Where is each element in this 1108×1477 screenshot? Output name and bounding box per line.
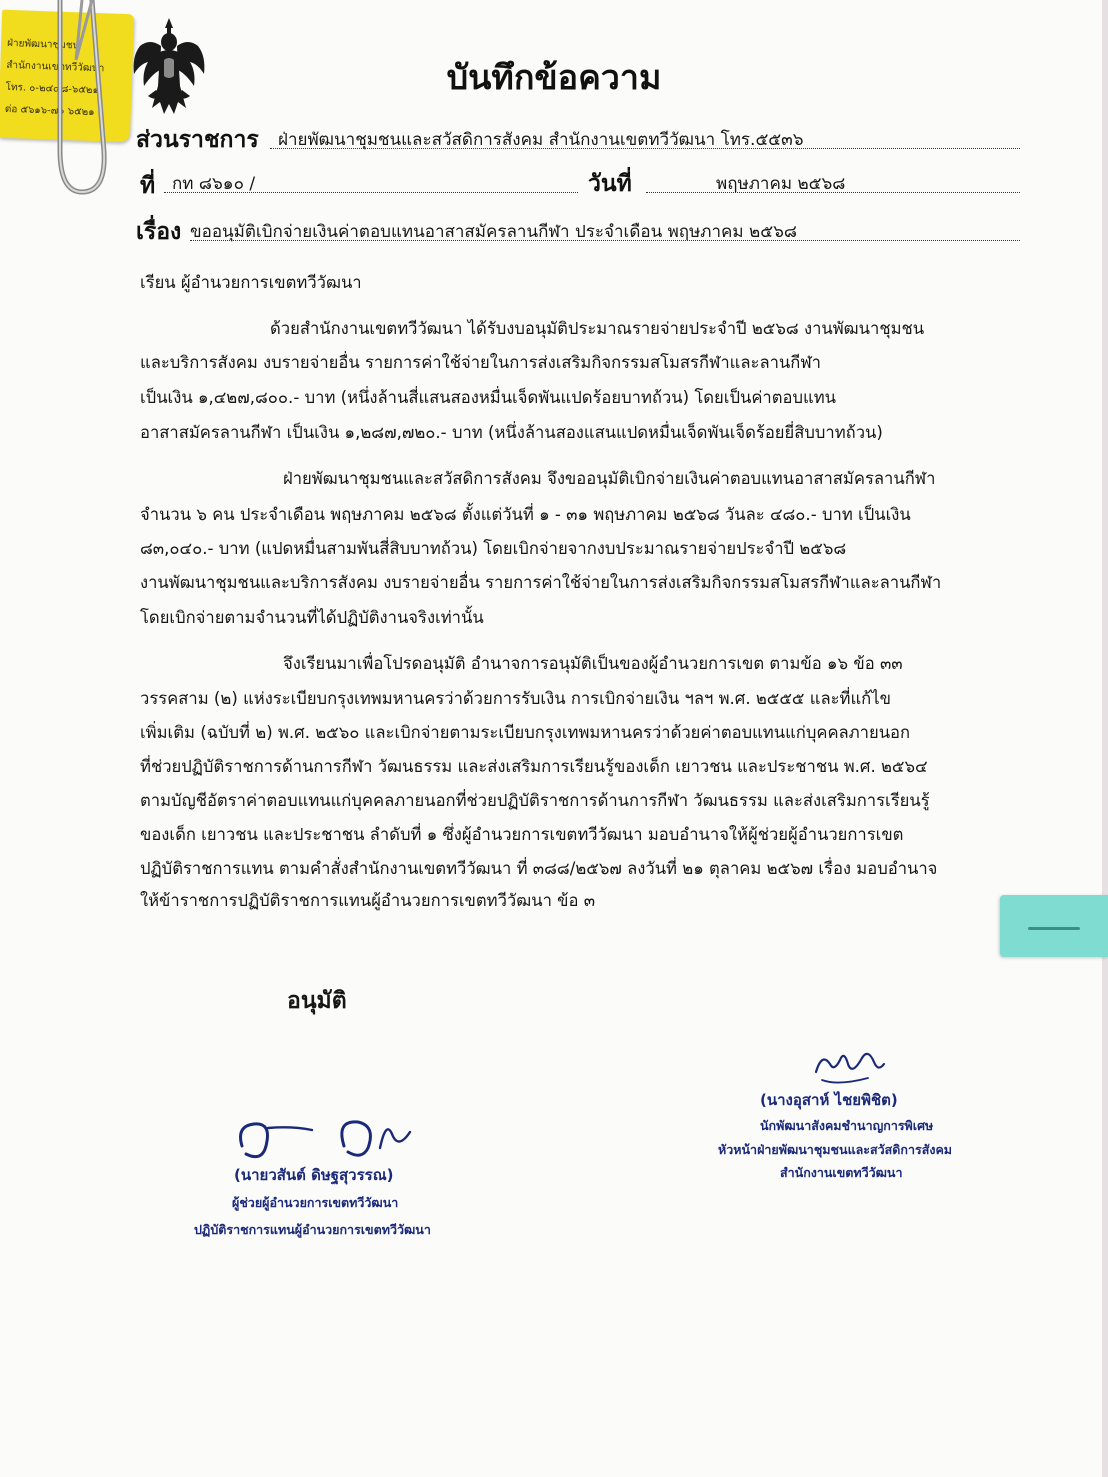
body-line: ของเด็ก เยาวชน และประชาชน ลำดับที่ ๑ ซึ่งผู้อำนวยการเขตทวีวัฒนา มอบอำนาจให้ผู้ช่วยผู้อำนวยการเขต <box>140 825 904 844</box>
body-line: โดยเบิกจ่ายตามจำนวนที่ได้ปฏิบัติงานจริงเท่านั้น <box>140 608 484 627</box>
reference-value: กท ๘๖๑๐ / <box>172 174 256 194</box>
signature-left-icon <box>232 1106 432 1170</box>
body-line: ที่ช่วยปฏิบัติราชการด้านการกีฬา วัฒนธรรม และส่งเสริมการเรียนรู้ของเด็ก เยาวชน และประชาชน พ.ศ. ๒๕๖๔ <box>140 757 928 776</box>
sticky-note-line: โทร. ๐-๒๔๔๘-๖๕๒๑ <box>5 81 100 97</box>
signer-right-position: นักพัฒนาสังคมชำนาญการพิเศษ <box>760 1118 934 1133</box>
document-title: บันทึกข้อความ <box>446 58 662 98</box>
page-edge <box>1102 0 1108 1477</box>
signature-right-icon <box>808 1042 888 1092</box>
body-line: เพิ่มเติม (ฉบับที่ ๒) พ.ศ. ๒๕๖๐ และเบิกจ่ายตามระเบียบกรุงเทพมหานครว่าด้วยค่าตอบแทนแก่บุคคลภายนอก <box>140 723 911 742</box>
body-line: งานพัฒนาชุมชนและบริการสังคม งบรายจ่ายอื่น รายการค่าใช้จ่ายในการส่งเสริมกิจกรรมสโมสรกีฬาและลานกีฬา <box>140 573 942 592</box>
approval-label: อนุมัติ <box>287 988 347 1014</box>
subject-label: เรื่อง <box>136 219 182 245</box>
subject-value: ขออนุมัติเบิกจ่ายเงินค่าตอบแทนอาสาสมัครลานกีฬา ประจำเดือน พฤษภาคม ๒๕๖๘ <box>190 222 798 242</box>
body-line: ด้วยสำนักงานเขตทวีวัฒนา ได้รับงบอนุมัติประมาณรายจ่ายประจำปี ๒๕๖๘ งานพัฒนาชุมชน <box>270 319 925 338</box>
salutation: เรียน ผู้อำนวยการเขตทวีวัฒนา <box>140 273 362 292</box>
body-line: ตามบัญชีอัตราค่าตอบแทนแก่บุคคลภายนอกที่ช่วยปฏิบัติราชการด้านการกีฬา วัฒนธรรม และส่งเสริมการเรียนรู้ <box>140 791 930 810</box>
signer-right-position: หัวหน้าฝ่ายพัฒนาชุมชนและสวัสดิการสังคม <box>718 1142 953 1157</box>
sticky-note-line: ฝ่ายพัฒนาชุมชน <box>6 37 80 52</box>
body-line: จึงเรียนมาเพื่อโปรดอนุมัติ อำนาจการอนุมัติเป็นของผู้อำนวยการเขต ตามข้อ ๑๖ ข้อ ๓๓ <box>283 654 903 673</box>
date-value: พฤษภาคม ๒๕๖๘ <box>716 174 846 194</box>
body-line: ให้ข้าราชการปฏิบัติราชการแทนผู้อำนวยการเขตทวีวัฒนา ข้อ ๓ <box>140 891 596 910</box>
date-label: วันที่ <box>588 171 632 197</box>
body-line: วรรคสาม (๒) แห่งระเบียบกรุงเทพมหานครว่าด้วยการรับเงิน การเบิกจ่ายเงิน ฯลฯ พ.ศ. ๒๕๕๕ และที่แก้ไข <box>140 689 891 708</box>
department-label: ส่วนราชการ <box>136 127 259 153</box>
sticky-note-line: ต่อ ๕๖๑๖-๗๑ ๖๕๒๑ <box>4 103 95 119</box>
reference-label: ที่ <box>140 173 156 199</box>
body-line: และบริการสังคม งบรายจ่ายอื่น รายการค่าใช้จ่ายในการส่งเสริมกิจกรรมสโมสรกีฬาและลานกีฬา <box>140 353 821 372</box>
signer-left-position: ปฏิบัติราชการแทนผู้อำนวยการเขตทวีวัฒนา <box>194 1222 431 1237</box>
paper-clip-icon <box>1000 895 1108 957</box>
signer-left-name: (นายวสันต์ ดิษฐสุวรรณ) <box>234 1166 394 1184</box>
sticky-note-line: สำนักงานเขตทวีวัฒนา <box>6 59 105 75</box>
signer-right-name: (นางอุสาห์ ไชยพิชิต) <box>760 1091 898 1109</box>
department-value: ฝ่ายพัฒนาชุมชนและสวัสดิการสังคม สำนักงานเขตทวีวัฒนา โทร.๕๕๓๖ <box>278 130 804 150</box>
signer-left-position: ผู้ช่วยผู้อำนวยการเขตทวีวัฒนา <box>232 1195 399 1210</box>
body-line: ปฏิบัติราชการแทน ตามคำสั่งสำนักงานเขตทวีวัฒนา ที่ ๓๘๘/๒๕๖๗ ลงวันที่ ๒๑ ตุลาคม ๒๕๖๗ เรื่อง มอบอำนาจ <box>140 859 938 878</box>
signer-right-position: สำนักงานเขตทวีวัฒนา <box>780 1165 903 1180</box>
body-line: อาสาสมัครลานกีฬา เป็นเงิน ๑,๒๘๗,๗๒๐.- บาท (หนึ่งล้านสองแสนแปดหมื่นเจ็ดพันเจ็ดร้อยยี่สิบบาทถ้วน) <box>140 423 883 442</box>
body-line: จำนวน ๖ คน ประจำเดือน พฤษภาคม ๒๕๖๘ ตั้งแต่วันที่ ๑ - ๓๑ พฤษภาคม ๒๕๖๘ วันละ ๔๘๐.- บาท เป็นเงิน <box>140 505 911 524</box>
body-line: เป็นเงิน ๑,๔๒๗,๘๐๐.- บาท (หนึ่งล้านสี่แสนสองหมื่นเจ็ดพันแปดร้อยบาทถ้วน) โดยเป็นค่าตอบแทน <box>140 388 836 407</box>
body-line: ๘๓,๐๔๐.- บาท (แปดหมื่นสามพันสี่สิบบาทถ้วน) โดยเบิกจ่ายจากงบประมาณรายจ่ายประจำปี ๒๕๖๘ <box>140 539 847 558</box>
body-line: ฝ่ายพัฒนาชุมชนและสวัสดิการสังคม จึงขออนุมัติเบิกจ่ายเงินค่าตอบแทนอาสาสมัครลานกีฬา <box>283 469 936 488</box>
